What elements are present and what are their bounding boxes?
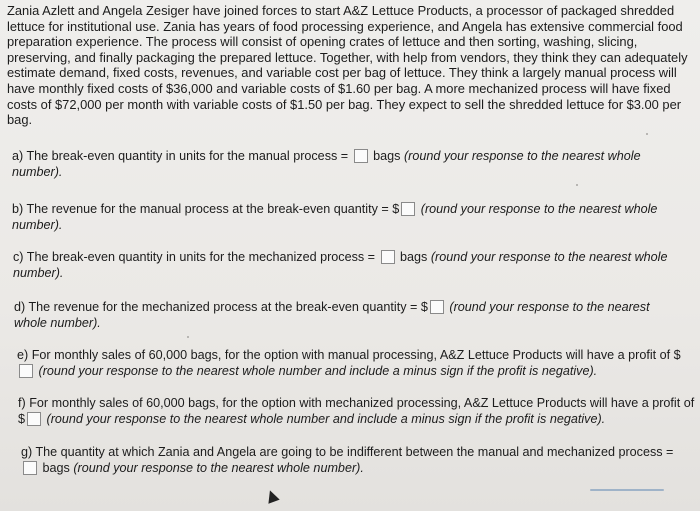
question-f-text: f) For monthly sales of 60,000 bags, for the option with mechanized processing, A&Z Lettuce Products will have a profit of $ xyxy=(18,396,695,426)
screen-speck xyxy=(646,133,648,135)
screen-speck xyxy=(187,336,189,338)
question-e xyxy=(17,348,695,379)
answer-a-input[interactable] xyxy=(354,149,368,163)
question-a: a) The break-even quantity in units for the manual process = bags (round your response to the nearest whole number). xyxy=(12,149,641,179)
question-f-note: (round your response to the nearest whole number and include a minus sign if the profit is negative). xyxy=(46,411,606,426)
question-a-text: a) The break-even quantity in units for the manual process = xyxy=(12,149,352,163)
question-c: c) The break-even quantity in units for the mechanized process = bags (round your response to the nearest whole number). xyxy=(13,250,668,280)
answer-b-input[interactable] xyxy=(401,202,415,216)
question-d xyxy=(14,300,674,331)
question-g-text: g) The quantity at which Zania and Angela are going to be indifferent between the manual and mechanized process = xyxy=(21,445,674,459)
scroll-indicator[interactable] xyxy=(590,489,664,491)
question-c-text: c) The break-even quantity in units for the mechanized process = xyxy=(13,250,379,264)
screen-speck xyxy=(576,184,578,186)
answer-d-input[interactable] xyxy=(430,300,444,314)
question-c-note: (round your response to the nearest whole number). xyxy=(13,250,668,280)
answer-f-input[interactable] xyxy=(27,412,41,426)
answer-e-input[interactable] xyxy=(19,364,33,378)
question-g-note: (round your response to the nearest whole number). xyxy=(73,460,364,475)
question-d-note: (round your response to the nearest whole number). xyxy=(14,300,650,330)
question-g: g) The quantity at which Zania and Angela are going to be indifferent between the manual and mechanized process = bags (round your response to the nearest whole number). xyxy=(21,445,674,475)
question-e-note: (round your response to the nearest whole number and include a minus sign if the profit is negative). xyxy=(38,363,598,378)
question-b-text: b) The revenue for the manual process at the break-even quantity = $ xyxy=(12,202,400,216)
question-f xyxy=(18,396,696,427)
question-e-text: e) For monthly sales of 60,000 bags, for the option with manual processing, A&Z Lettuce Products will have a profit of $ xyxy=(17,348,681,362)
answer-c-input[interactable] xyxy=(381,250,395,264)
question-b-note: (round your response to the nearest whole number). xyxy=(12,202,658,232)
question-d-text: d) The revenue for the mechanized process at the break-even quantity = $ xyxy=(14,300,428,314)
question-a-note: (round your response to the nearest whole number). xyxy=(12,149,641,179)
question-b xyxy=(12,202,672,233)
problem-statement: Zania Azlett and Angela Zesiger have joined forces to start A&Z Lettuce Products, a processor of packaged shredded lettuce for institutional use. Zania has years of food processing experience, and Angela has extensive commercial food preparation experience. The process will consist of opening crates of lettuce and then sorting, washing, slicing, preserving, and finally packaging the prepared lettuce. Together, with help from vendors, they think they can adequately estimate demand, fixed costs, revenues, and variable cost per bag of lettuce. They think a largely manual process will have monthly fixed costs of $36,000 and variable costs of $1.60 per bag. A more mechanized process will have fixed costs of $72,000 per month with variable costs of $1.50 per bag. They expect to sell the shredded lettuce for $3.00 per bag. xyxy=(7,3,688,128)
mouse-cursor-icon xyxy=(264,488,279,503)
answer-g-input[interactable] xyxy=(23,461,37,475)
